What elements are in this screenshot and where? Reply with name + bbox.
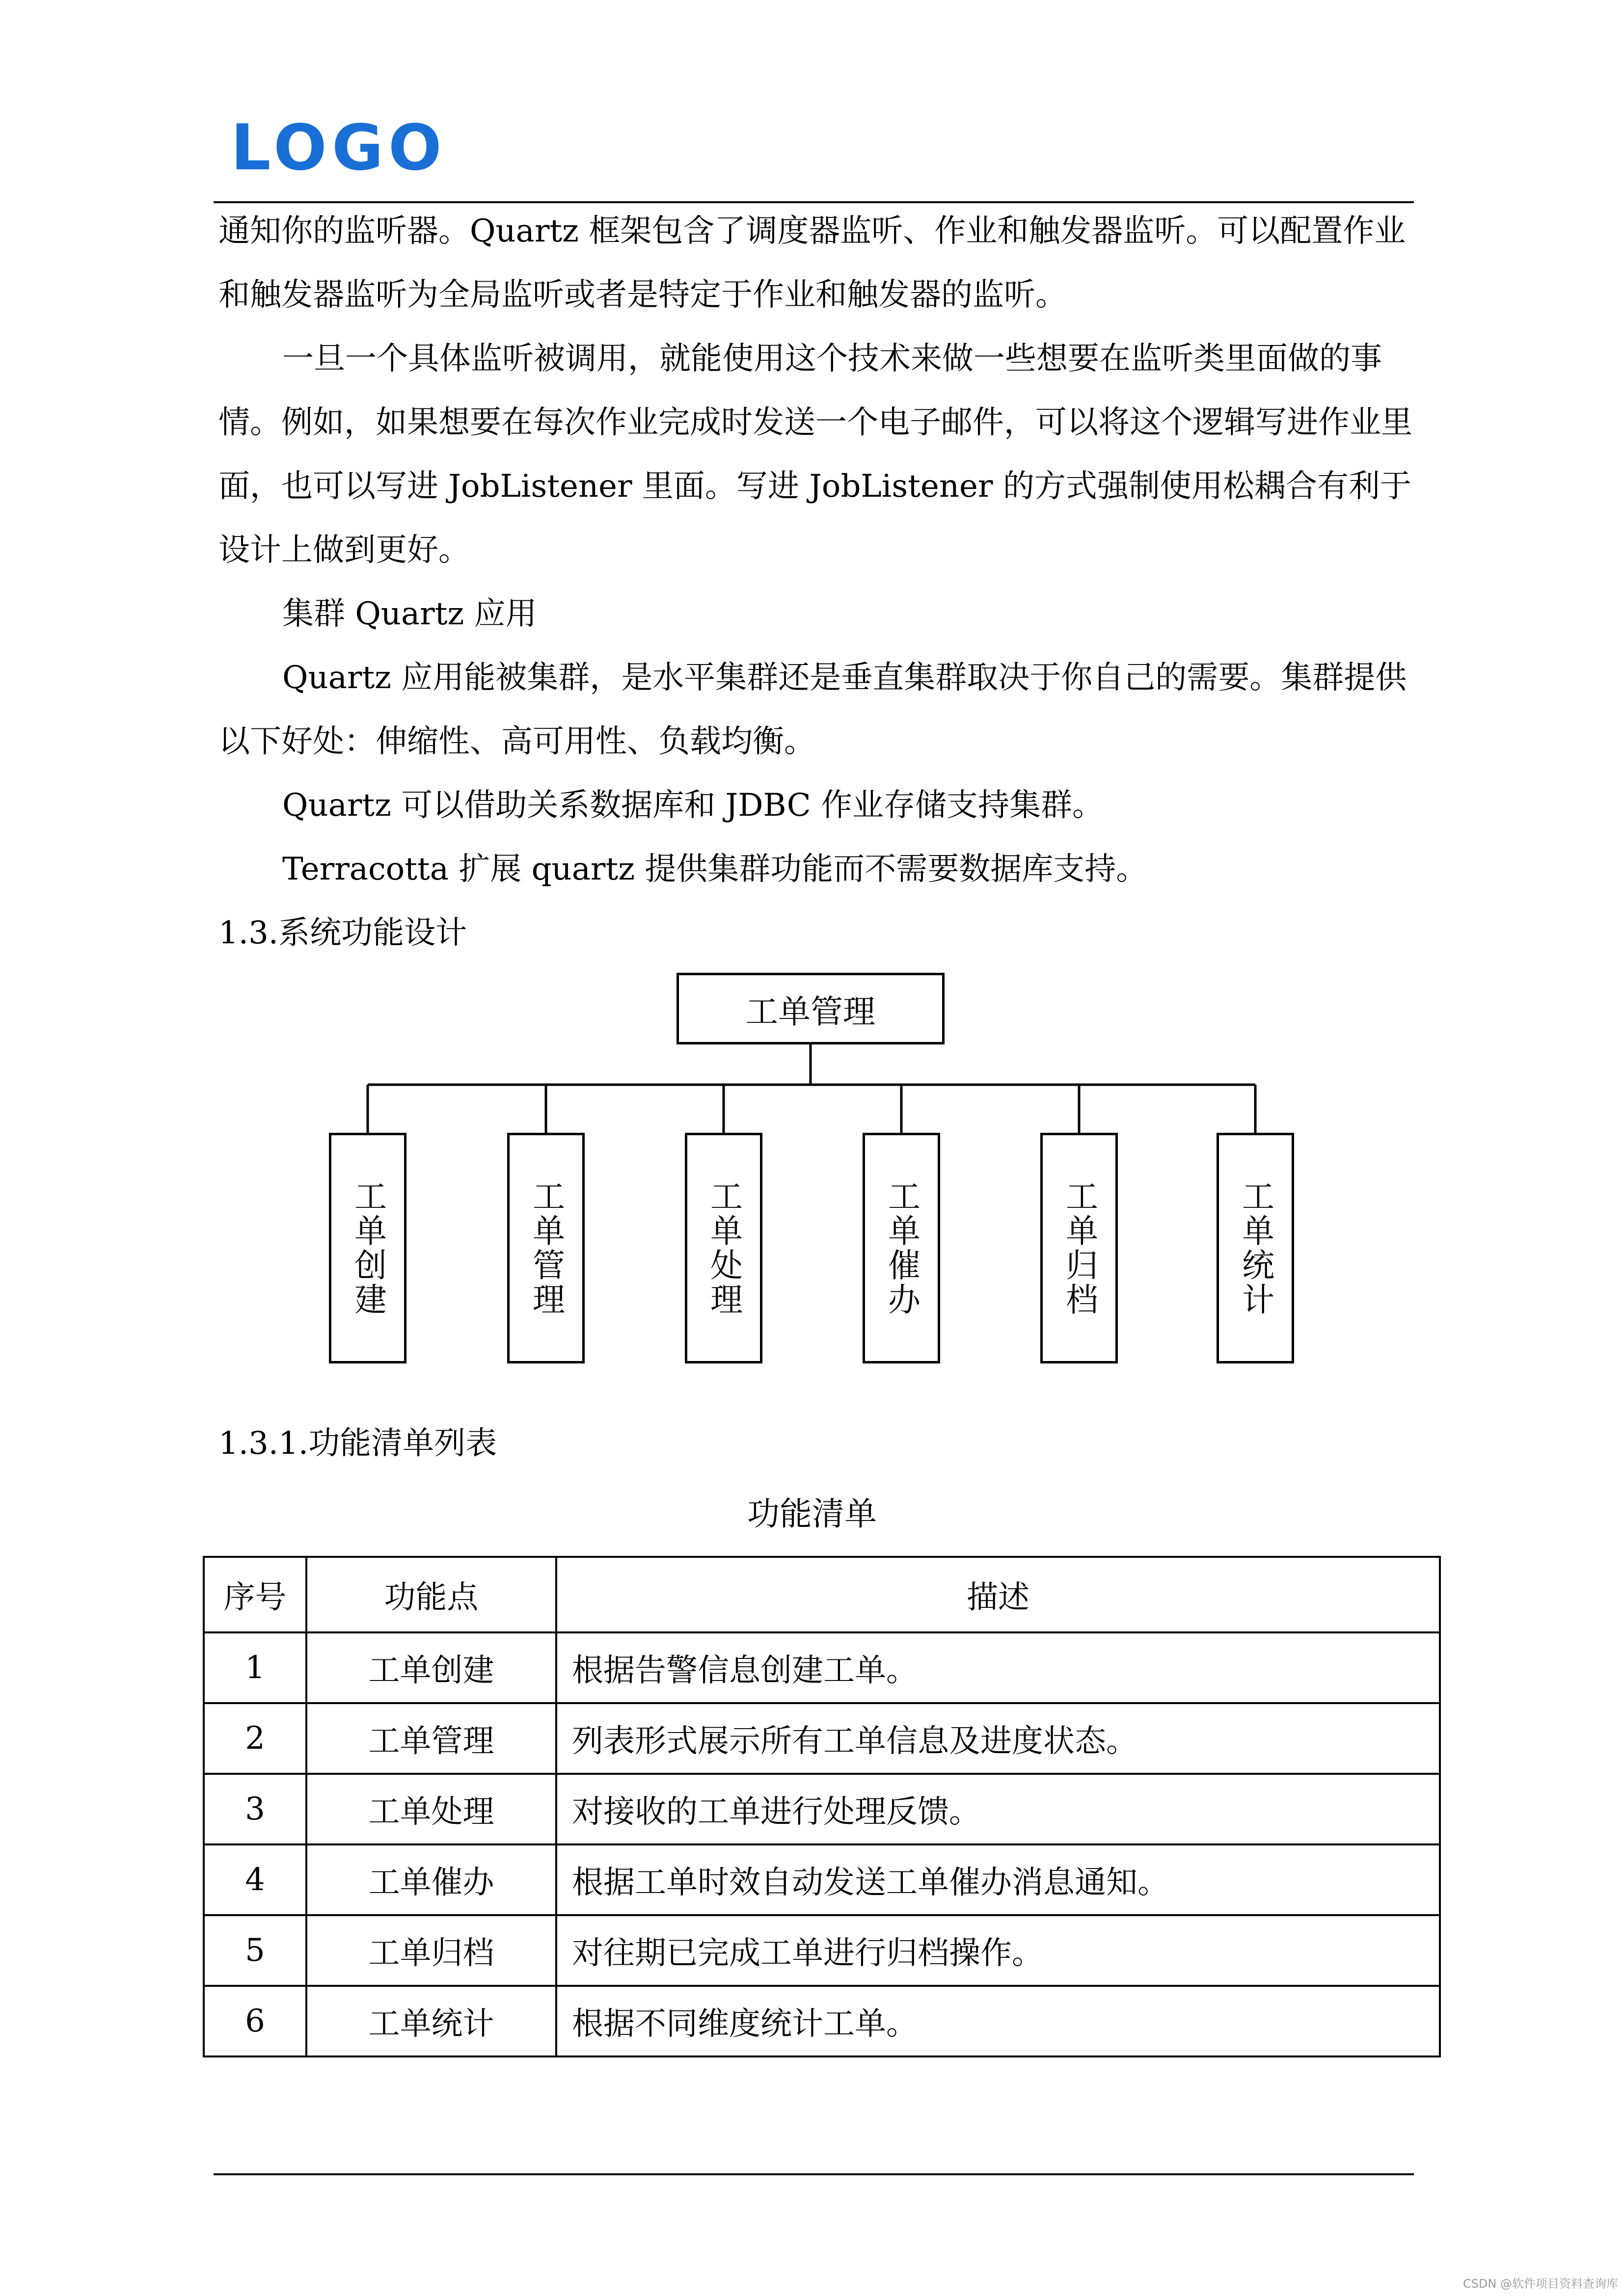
paragraph-5: Quartz 可以借助关系数据库和 JDBC 作业存储支持集群。 (282, 787, 1104, 824)
row-desc: 对往期已完成工单进行归档操作。 (556, 1915, 1440, 1986)
table-header-row (204, 1557, 1440, 1632)
row-point: 工单处理 (306, 1774, 556, 1844)
table-caption: 功能清单 (747, 1495, 877, 1533)
child-node-label: 工单处理 (704, 1179, 743, 1317)
child-node-6 (1217, 1133, 1294, 1363)
section-heading: 1.3.系统功能设计 (218, 915, 467, 951)
child-node-label: 工单催办 (882, 1179, 920, 1317)
child-node-label: 工单管理 (527, 1179, 565, 1317)
table-row (204, 1703, 1440, 1774)
row-desc: 对接收的工单进行处理反馈。 (556, 1774, 1440, 1844)
row-no: 4 (204, 1844, 306, 1915)
child-node-4 (863, 1133, 940, 1363)
table-row (204, 1844, 1440, 1915)
list-heading: 1.3.1.功能清单列表 (218, 1425, 497, 1462)
table-row (204, 1632, 1440, 1703)
table-row (204, 1774, 1440, 1844)
row-no: 3 (204, 1774, 306, 1844)
child-node-label: 工单归档 (1060, 1179, 1098, 1317)
row-no: 5 (204, 1915, 306, 1986)
footer-watermark: CSDN @软件项目资料查询库 (1462, 2277, 1618, 2291)
row-point: 工单统计 (306, 1986, 556, 2056)
logo: LOGO (231, 111, 447, 185)
paragraph-4-text: Quartz 应用能被集群，是水平集群还是垂直集群取决于你自己的需要。集群提供以下好处：伸缩性、高可用性、负载均衡。 (218, 660, 1407, 760)
cluster-heading: 集群 Quartz 应用 (282, 596, 537, 632)
root-node (677, 973, 945, 1044)
row-point: 工单催办 (306, 1844, 556, 1915)
column-header-point: 功能点 (306, 1557, 556, 1632)
footer-rule (214, 2173, 1414, 2175)
table-row (204, 1986, 1440, 2056)
row-point: 工单归档 (306, 1915, 556, 1986)
row-point: 工单管理 (306, 1703, 556, 1774)
child-node-3 (685, 1133, 762, 1363)
table-row (204, 1915, 1440, 1986)
row-point: 工单创建 (306, 1632, 556, 1703)
function-table (203, 1556, 1441, 2057)
column-header-no: 序号 (204, 1557, 306, 1632)
child-node-label: 工单统计 (1236, 1179, 1274, 1317)
row-desc: 根据工单时效自动发送工单催办消息通知。 (556, 1844, 1440, 1915)
paragraph-1: 通知你的监听器。Quartz 框架包含了调度器监听、作业和触发器监听。可以配置作业和触发器监听为全局监听或者是特定于作业和触发器的监听。 (218, 213, 1406, 313)
child-node-5 (1040, 1133, 1118, 1363)
paragraph-2-text: 一旦一个具体监听被调用，就能使用这个技术来做一些想要在监听类里面做的事情。例如，如果想要在每次作业完成时发送一个电子邮件，可以将这个逻辑写进作业里面，也可以写进 JobListener 里面。写进 JobListener 的方式强制使用松耦合有利于设计上做到更好。 (218, 341, 1412, 568)
row-no: 1 (204, 1632, 306, 1703)
row-desc: 根据不同维度统计工单。 (556, 1986, 1440, 2056)
child-node-2 (507, 1133, 585, 1363)
paragraph-6: Terracotta 扩展 quartz 提供集群功能而不需要数据库支持。 (282, 851, 1148, 887)
column-header-desc: 描述 (556, 1557, 1440, 1632)
row-no: 6 (204, 1986, 306, 2056)
row-desc: 根据告警信息创建工单。 (556, 1632, 1440, 1703)
row-desc: 列表形式展示所有工单信息及进度状态。 (556, 1703, 1440, 1774)
root-node-label: 工单管理 (746, 992, 875, 1031)
child-node-label: 工单创建 (349, 1179, 387, 1317)
row-no: 2 (204, 1703, 306, 1774)
child-node-1 (329, 1133, 406, 1363)
